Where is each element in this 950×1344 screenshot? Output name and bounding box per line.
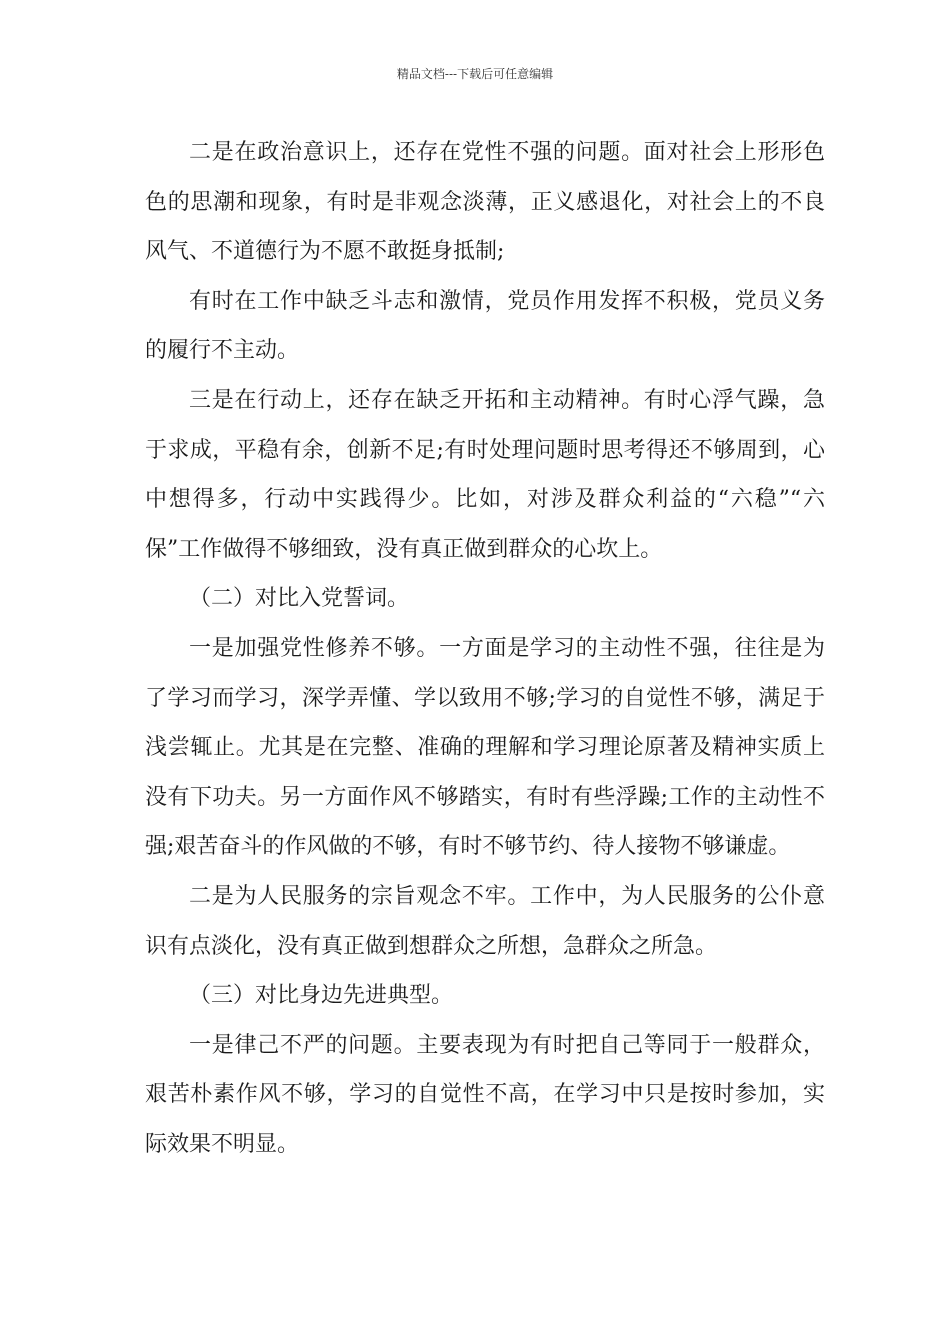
paragraph-party-cultivation: 一是加强党性修养不够。一方面是学习的主动性不强，往往是为了学习而学习，深学弄懂、学以致用不够;学习的自觉性不够，满足于浅尝辄止。尤其是在完整、准确的理解和学习理论原著及精神实质上没有下功夫。另一方面作风不够踏实，有时有些浮躁;工作的主动性不强;艰苦奋斗的作风做的不够，有时不够节约、待人接物不够谦虚。 xyxy=(145,635,825,860)
section-heading-oath: （二）对比入党誓词。 xyxy=(189,586,410,612)
paragraph-action: 三是在行动上，还存在缺乏开拓和主动精神。有时心浮气躁，急于求成，平稳有余，创新不足;有时处理问题时思考得还不够周到，心中想得多，行动中实践得少。比如，对涉及群众利益的“六稳”“六保”工作做得不够细致，没有真正做到群众的心坎上。 xyxy=(145,387,825,562)
paragraph-serve-people: 二是为人民服务的宗旨观念不牢。工作中，为人民服务的公仆意识有点淡化，没有真正做到想群众之所想，急群众之所急。 xyxy=(145,883,825,959)
paragraph-political-awareness: 二是在政治意识上，还存在党性不强的问题。面对社会上形形色色的思潮和现象，有时是非观念淡薄，正义感退化，对社会上的不良风气、不道德行为不愿不敢挺身抵制; xyxy=(145,140,825,265)
paragraph-self-discipline: 一是律己不严的问题。主要表现为有时把自己等同于一般群众，艰苦朴素作风不够，学习的自觉性不高，在学习中只是按时参加，实际效果不明显。 xyxy=(145,1032,825,1157)
page-header: 精品文档---下载后可任意编辑 xyxy=(396,67,554,81)
section-heading-advanced-models: （三）对比身边先进典型。 xyxy=(189,983,454,1009)
paragraph-work-enthusiasm: 有时在工作中缺乏斗志和激情，党员作用发挥不积极，党员义务的履行不主动。 xyxy=(145,288,825,364)
document-body xyxy=(145,128,825,1169)
